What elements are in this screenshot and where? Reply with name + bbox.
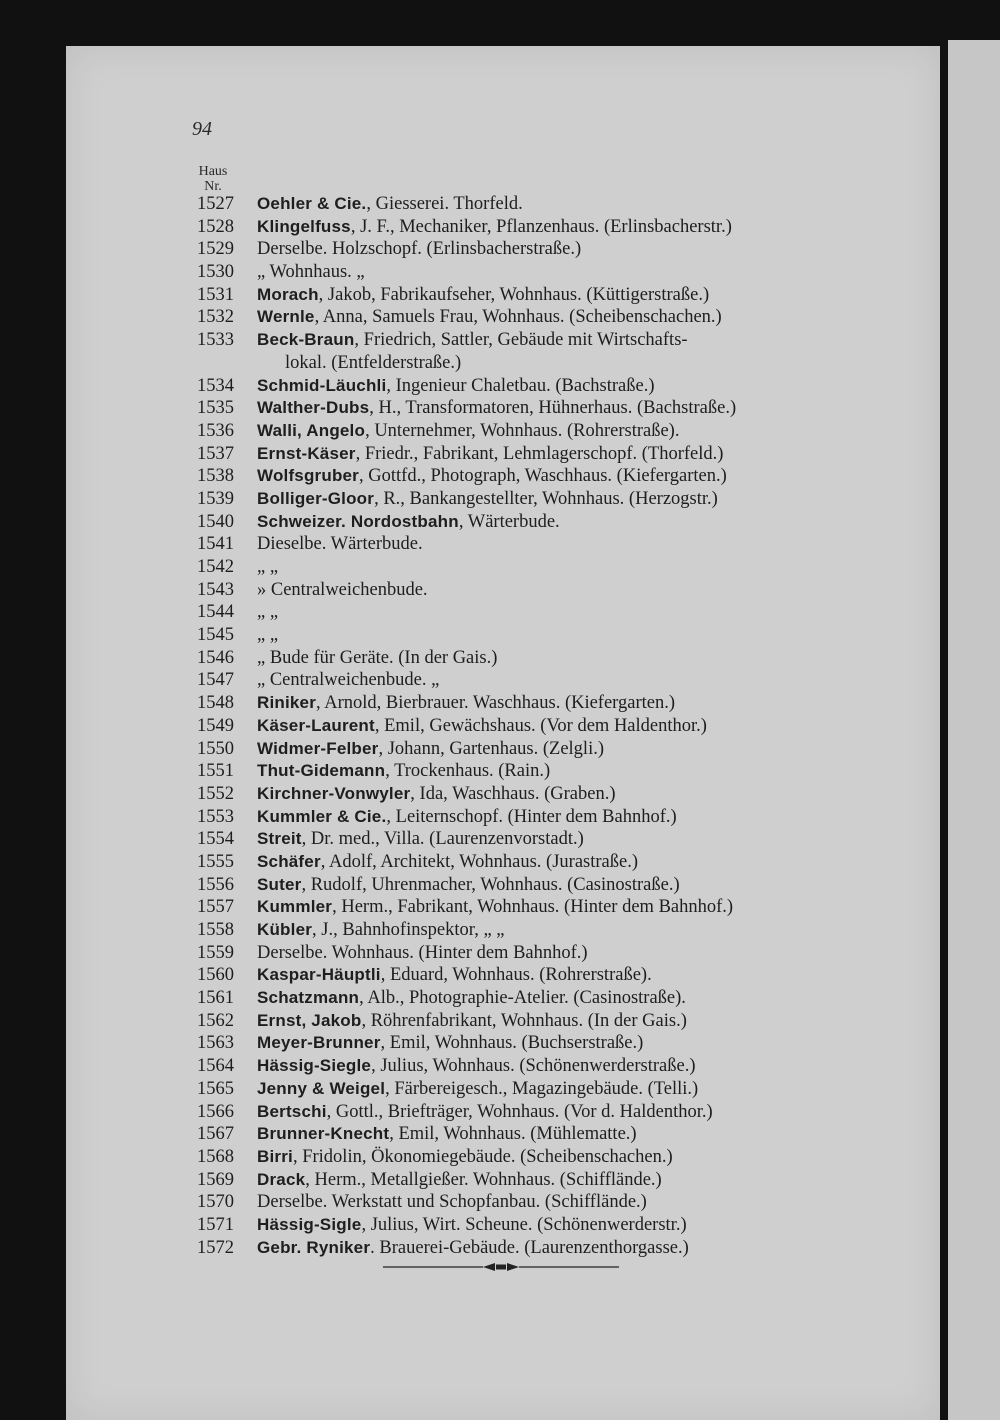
register-entry — [0, 987, 1000, 1010]
register-entry — [0, 511, 1000, 534]
register-entry — [0, 851, 1000, 874]
entry-text — [257, 193, 864, 216]
entry-description: , Emil, Gewächshaus. (Vor dem Haldenthor.) — [374, 715, 707, 736]
register-entry — [0, 216, 1000, 239]
register-entry — [0, 624, 1000, 647]
entry-description: „ Wohnhaus. „ — [257, 262, 365, 283]
house-number: 1529 — [197, 239, 234, 260]
owner-name: Brunner-Knecht — [257, 1124, 390, 1144]
entry-text — [257, 465, 864, 488]
house-number: 1563 — [197, 1033, 234, 1054]
entry-description: , Julius, Wohnhaus. (Schönenwerderstraße.) — [371, 1056, 696, 1077]
register-entry — [0, 1237, 1000, 1260]
entry-text — [257, 760, 864, 783]
entry-continuation: lokal. (Entfelderstraße.) — [285, 352, 462, 373]
entry-description: , Eduard, Wohnhaus. (Rohrerstraße). — [380, 965, 652, 986]
register-entry — [0, 738, 1000, 761]
entry-description: , Johann, Gartenhaus. (Zelgli.) — [378, 738, 605, 759]
register-entry — [0, 874, 1000, 897]
entry-description: Derselbe. Holzschopf. (Erlinsbacherstraße.) — [257, 239, 582, 260]
register-entry — [0, 397, 1000, 420]
entry-description: „ „ — [257, 557, 279, 578]
entry-description: , Rudolf, Uhrenmacher, Wohnhaus. (Casinostraße.) — [301, 874, 680, 895]
owner-name: Streit — [257, 829, 302, 849]
entry-text — [257, 964, 864, 987]
entry-text — [257, 942, 864, 965]
house-number: 1566 — [197, 1101, 234, 1122]
house-number: 1553 — [197, 806, 234, 827]
house-number: 1568 — [197, 1146, 234, 1167]
entry-description: , Färbereigesch., Magazingebäude. (Telli.) — [385, 1078, 699, 1099]
entry-description: , Ida, Waschhaus. (Graben.) — [410, 783, 616, 804]
house-number: 1559 — [197, 942, 234, 963]
house-number: 1558 — [197, 920, 234, 941]
house-number: 1546 — [197, 647, 234, 668]
owner-name: Oehler & Cie. — [257, 194, 367, 213]
entry-description: , Wärterbude. — [458, 511, 560, 532]
register-entry — [0, 465, 1000, 488]
register-entry — [0, 942, 1000, 965]
register-entry — [0, 1010, 1000, 1033]
house-number: 1532 — [197, 307, 234, 328]
house-number: 1534 — [197, 375, 234, 396]
register-entry — [0, 306, 1000, 329]
house-number: 1535 — [197, 398, 234, 419]
entry-text — [257, 511, 864, 534]
entry-description: , Gottl., Briefträger, Wohnhaus. (Vor d. Haldenthor.) — [326, 1101, 713, 1122]
owner-name: Thut-Gidemann — [257, 761, 386, 781]
entry-text — [257, 1237, 864, 1260]
owner-name: Wernle — [257, 307, 315, 327]
house-number: 1548 — [197, 693, 234, 714]
entry-text — [257, 375, 864, 398]
owner-name: Widmer-Felber — [257, 738, 379, 758]
entry-text — [257, 1078, 864, 1101]
register-entry — [0, 1032, 1000, 1055]
register-entry — [0, 1214, 1000, 1237]
house-number: 1555 — [197, 851, 234, 872]
entry-text — [257, 1032, 864, 1055]
entry-description: , Trockenhaus. (Rain.) — [385, 761, 551, 782]
register-entry — [0, 284, 1000, 307]
entry-text — [257, 874, 864, 897]
owner-name: Bolliger-Gloor — [257, 488, 375, 508]
owner-name: Kummler — [257, 897, 333, 917]
register-entry — [0, 420, 1000, 443]
entry-text — [257, 1101, 864, 1124]
owner-name: Hässig-Siegle — [257, 1056, 372, 1076]
house-number: 1538 — [197, 466, 234, 487]
entry-text — [257, 987, 864, 1010]
owner-name: Birri — [257, 1146, 293, 1166]
entry-description: , Fridolin, Ökonomiegebäude. (Scheibenschachen.) — [292, 1146, 673, 1167]
entry-text — [257, 828, 864, 851]
register-entry — [0, 443, 1000, 466]
entry-text — [257, 329, 864, 374]
entry-text — [257, 896, 864, 919]
entry-text — [257, 443, 864, 466]
entry-text — [257, 488, 864, 511]
owner-name: Kirchner-Vonwyler — [257, 783, 411, 803]
register-entry — [0, 1123, 1000, 1146]
register-entry — [0, 896, 1000, 919]
owner-name: Jenny & Weigel — [257, 1078, 386, 1098]
entry-description: , Alb., Photographie-Atelier. (Casinostraße). — [359, 988, 686, 1009]
entry-description: , Unternehmer, Wohnhaus. (Rohrerstraße). — [365, 420, 680, 441]
entry-description: , Herm., Fabrikant, Wohnhaus. (Hinter dem Bahnhof.) — [332, 897, 734, 918]
entry-text — [257, 601, 864, 624]
entry-description: , Röhrenfabrikant, Wohnhaus. (In der Gais.) — [361, 1010, 687, 1031]
owner-name: Morach — [257, 284, 319, 304]
entry-description: . Brauerei-Gebäude. (Laurenzenthorgasse.) — [370, 1237, 689, 1258]
entry-description: , Friedrich, Sattler, Gebäude mit Wirtschafts- — [354, 330, 688, 351]
house-number: 1530 — [197, 262, 234, 283]
owner-name: Meyer-Brunner — [257, 1033, 381, 1053]
entry-text — [257, 1169, 864, 1192]
house-number: 1560 — [197, 965, 234, 986]
owner-name: Kübler — [257, 920, 313, 940]
entry-text — [257, 1214, 864, 1237]
entry-description: , Adolf, Architekt, Wohnhaus. (Jurastraße.) — [320, 851, 638, 872]
owner-name: Hässig-Sigle — [257, 1214, 362, 1234]
entry-description: , Emil, Wohnhaus. (Mühlematte.) — [389, 1124, 637, 1145]
owner-name: Ernst-Käser — [257, 443, 356, 463]
house-number: 1539 — [197, 488, 234, 509]
house-number: 1533 — [197, 330, 234, 351]
house-number: 1570 — [197, 1192, 234, 1213]
entry-description: , Friedr., Fabrikant, Lehmlagerschopf. (Thorfeld.) — [355, 443, 724, 464]
entry-text — [257, 261, 864, 284]
entry-description: , Dr. med., Villa. (Laurenzenvorstadt.) — [301, 829, 584, 850]
register-entry — [0, 1191, 1000, 1214]
entry-text — [257, 397, 864, 420]
entry-description: Dieselbe. Wärterbude. — [257, 534, 423, 555]
house-number: 1541 — [197, 534, 234, 555]
register-entry — [0, 1078, 1000, 1101]
house-number: 1550 — [197, 738, 234, 759]
entry-text — [257, 1123, 864, 1146]
register-entry — [0, 1169, 1000, 1192]
house-number: 1528 — [197, 216, 234, 237]
entry-text — [257, 738, 864, 761]
register-entry — [0, 806, 1000, 829]
entry-description: , Emil, Wohnhaus. (Buchserstraße.) — [380, 1033, 644, 1054]
house-number: 1571 — [197, 1214, 234, 1235]
owner-name: Bertschi — [257, 1101, 327, 1121]
house-number: 1527 — [197, 194, 234, 214]
entry-description: , Anna, Samuels Frau, Wohnhaus. (Scheibenschachen.) — [314, 307, 722, 328]
entry-text — [257, 647, 864, 670]
entry-text — [257, 851, 864, 874]
register-entry — [0, 760, 1000, 783]
house-number: 1572 — [197, 1237, 234, 1258]
owner-name: Beck-Braun — [257, 330, 355, 350]
register-entry — [0, 579, 1000, 602]
house-number: 1567 — [197, 1124, 234, 1145]
entry-text — [257, 238, 864, 261]
register-entry — [0, 193, 1000, 216]
owner-name: Riniker — [257, 693, 317, 713]
end-ornament — [383, 1260, 619, 1274]
register-entry — [0, 964, 1000, 987]
owner-name: Walli, Angelo — [257, 420, 366, 440]
owner-name: Gebr. Ryniker — [257, 1237, 371, 1257]
house-number: 1565 — [197, 1078, 234, 1099]
house-number: 1537 — [197, 443, 234, 464]
entry-description: „ „ — [257, 625, 279, 646]
entry-description: „ „ — [257, 602, 279, 623]
entry-description: , Herm., Metallgießer. Wohnhaus. (Schifflände.) — [305, 1169, 662, 1190]
entry-text — [257, 1055, 864, 1078]
entry-description: , Ingenieur Chaletbau. (Bachstraße.) — [386, 375, 655, 396]
register-entry — [0, 715, 1000, 738]
owner-name: Drack — [257, 1169, 306, 1189]
entry-description: „ Centralweichenbude. „ — [257, 670, 440, 691]
owner-name: Kaspar-Häuptli — [257, 965, 381, 985]
entry-text — [257, 284, 864, 307]
entry-text — [257, 1010, 864, 1033]
entry-text — [257, 624, 864, 647]
house-number: 1561 — [197, 988, 234, 1009]
owner-name: Suter — [257, 874, 302, 894]
owner-name: Schmid-Läuchli — [257, 375, 387, 395]
entry-description: , Julius, Wirt. Scheune. (Schönenwerderstr.) — [361, 1214, 687, 1235]
entry-description: , Gottfd., Photograph, Waschhaus. (Kiefergarten.) — [359, 466, 727, 487]
entry-text — [257, 533, 864, 556]
owner-name: Ernst, Jakob — [257, 1010, 362, 1030]
entry-text — [257, 216, 864, 239]
register-entry — [0, 261, 1000, 284]
entry-text — [257, 306, 864, 329]
house-number: 1536 — [197, 420, 234, 441]
house-number: 1545 — [197, 625, 234, 646]
house-number: 1547 — [197, 670, 234, 691]
owner-name: Kummler & Cie. — [257, 806, 387, 826]
register-entry — [0, 1146, 1000, 1169]
entry-text — [257, 919, 864, 942]
register-entry — [0, 828, 1000, 851]
owner-name: Walther-Dubs — [257, 398, 370, 418]
entry-text — [257, 669, 864, 692]
house-number: 1569 — [197, 1169, 234, 1190]
house-number: 1562 — [197, 1010, 234, 1031]
owner-name: Schatzmann — [257, 988, 360, 1008]
register-entry — [0, 556, 1000, 579]
owner-name: Wolfsgruber — [257, 466, 360, 486]
house-number: 1540 — [197, 511, 234, 532]
house-number-column-header: Haus Nr. — [198, 164, 228, 194]
house-number: 1554 — [197, 829, 234, 850]
entry-text — [257, 783, 864, 806]
owner-name: Klingelfuss — [257, 216, 351, 236]
register-entries — [0, 193, 1000, 1259]
register-entry — [0, 488, 1000, 511]
register-entry — [0, 783, 1000, 806]
house-number: 1556 — [197, 874, 234, 895]
register-entry — [0, 1055, 1000, 1078]
entry-description: , J. F., Mechaniker, Pflanzenhaus. (Erlinsbacherstr.) — [350, 216, 732, 237]
entry-text — [257, 556, 864, 579]
entry-description: , Jakob, Fabrikaufseher, Wohnhaus. (Küttigerstraße.) — [318, 284, 710, 305]
entry-description: , Leiternschopf. (Hinter dem Bahnhof.) — [386, 806, 677, 827]
entry-description: Derselbe. Werkstatt und Schopfanbau. (Schifflände.) — [257, 1192, 647, 1213]
register-entry — [0, 238, 1000, 261]
register-entry — [0, 692, 1000, 715]
entry-description: , H., Transformatoren, Hühnerhaus. (Bachstraße.) — [369, 398, 737, 419]
house-number: 1531 — [197, 284, 234, 305]
entry-text — [257, 1191, 864, 1214]
entry-description: , R., Bankangestellter, Wohnhaus. (Herzogstr.) — [374, 488, 718, 509]
house-number: 1543 — [197, 579, 234, 600]
register-entry — [0, 329, 1000, 374]
owner-name: Schweizer. Nordostbahn — [257, 511, 459, 531]
entry-description: , J., Bahnhofinspektor, „ „ — [312, 920, 505, 941]
owner-name: Schäfer — [257, 851, 321, 871]
register-entry — [0, 1101, 1000, 1124]
house-number: 1557 — [197, 897, 234, 918]
house-number: 1542 — [197, 557, 234, 578]
entry-text — [257, 806, 864, 829]
owner-name: Käser-Laurent — [257, 715, 375, 735]
entry-text — [257, 692, 864, 715]
entry-description: » Centralweichenbude. — [257, 579, 428, 600]
register-entry — [0, 647, 1000, 670]
entry-description: , Arnold, Bierbrauer. Waschhaus. (Kiefergarten.) — [316, 693, 676, 714]
entry-text — [257, 420, 864, 443]
entry-description: , Giesserei. Thorfeld. — [366, 194, 523, 214]
register-entry — [0, 669, 1000, 692]
entry-text — [257, 1146, 864, 1169]
page-number: 94 — [192, 118, 212, 140]
register-entry — [0, 919, 1000, 942]
house-number: 1544 — [197, 602, 234, 623]
register-entry — [0, 601, 1000, 624]
entry-description: „ Bude für Geräte. (In der Gais.) — [257, 647, 498, 668]
entry-text — [257, 715, 864, 738]
register-entry — [0, 533, 1000, 556]
house-number: 1549 — [197, 715, 234, 736]
register-entry — [0, 375, 1000, 398]
entry-text — [257, 579, 864, 602]
house-number: 1551 — [197, 761, 234, 782]
house-number: 1552 — [197, 783, 234, 804]
house-number: 1564 — [197, 1056, 234, 1077]
entry-description: Derselbe. Wohnhaus. (Hinter dem Bahnhof.) — [257, 942, 588, 963]
